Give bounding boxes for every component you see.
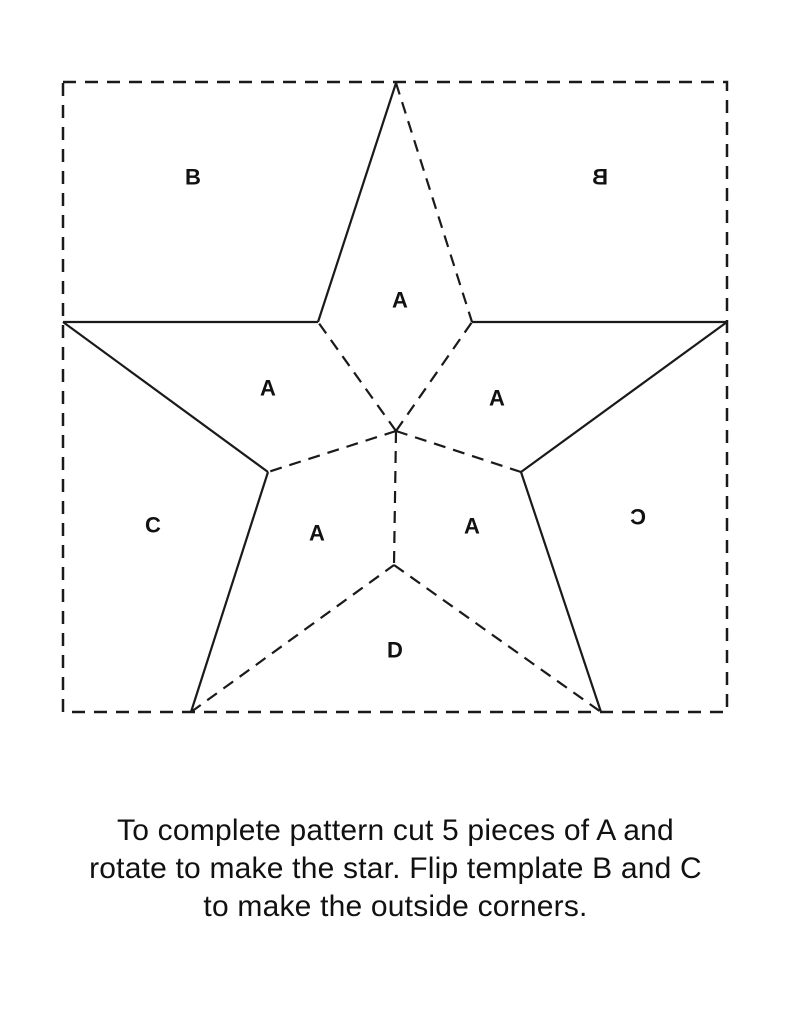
dashed-spoke-center-to-upperleft-inner — [318, 322, 396, 431]
dashed-line-top-to-upperright-inner — [396, 83, 472, 322]
solid-line-lowerleft-inner-to-bottomleft-point — [191, 472, 268, 712]
piece-label-c-right-mirrored: C — [630, 504, 646, 530]
dashed-spoke-center-to-upperright-inner — [396, 322, 472, 431]
dashed-line-bottom-inner-to-bottomright-point — [394, 565, 601, 712]
piece-label-a-bottom-right: A — [464, 513, 480, 539]
piece-label-a-mid-right: A — [489, 385, 505, 411]
piece-label-b-right-mirrored: B — [592, 164, 608, 190]
caption-line-1: To complete pattern cut 5 pieces of A and — [117, 814, 674, 847]
solid-line-top-to-upperleft-inner — [318, 83, 396, 322]
instruction-caption — [0, 812, 791, 926]
caption-line-3: to make the outside corners. — [203, 890, 588, 923]
solid-line-lowerright-inner-to-bottomright-point — [521, 472, 601, 712]
dashed-line-bottomleft-point-to-bottom-inner — [191, 565, 394, 712]
solid-line-right-point-to-lowerright-inner — [521, 322, 727, 472]
piece-label-b-left: B — [185, 164, 201, 190]
piece-label-a-bottom-left: A — [309, 520, 325, 546]
piece-label-c-left: C — [145, 512, 161, 538]
piece-label-a-top: A — [392, 287, 408, 313]
piece-label-d-bottom: D — [387, 637, 403, 663]
caption-line-2: rotate to make the star. Flip template B and C — [89, 852, 702, 885]
solid-line-left-point-to-lowerleft-inner — [63, 322, 268, 472]
dashed-spoke-center-to-lowerright-inner — [396, 431, 521, 472]
dashed-border-square — [63, 82, 727, 712]
dashed-spoke-center-to-bottom-inner — [394, 431, 396, 565]
dashed-spoke-center-to-lowerleft-inner — [268, 431, 396, 472]
piece-label-a-mid-left: A — [260, 375, 276, 401]
